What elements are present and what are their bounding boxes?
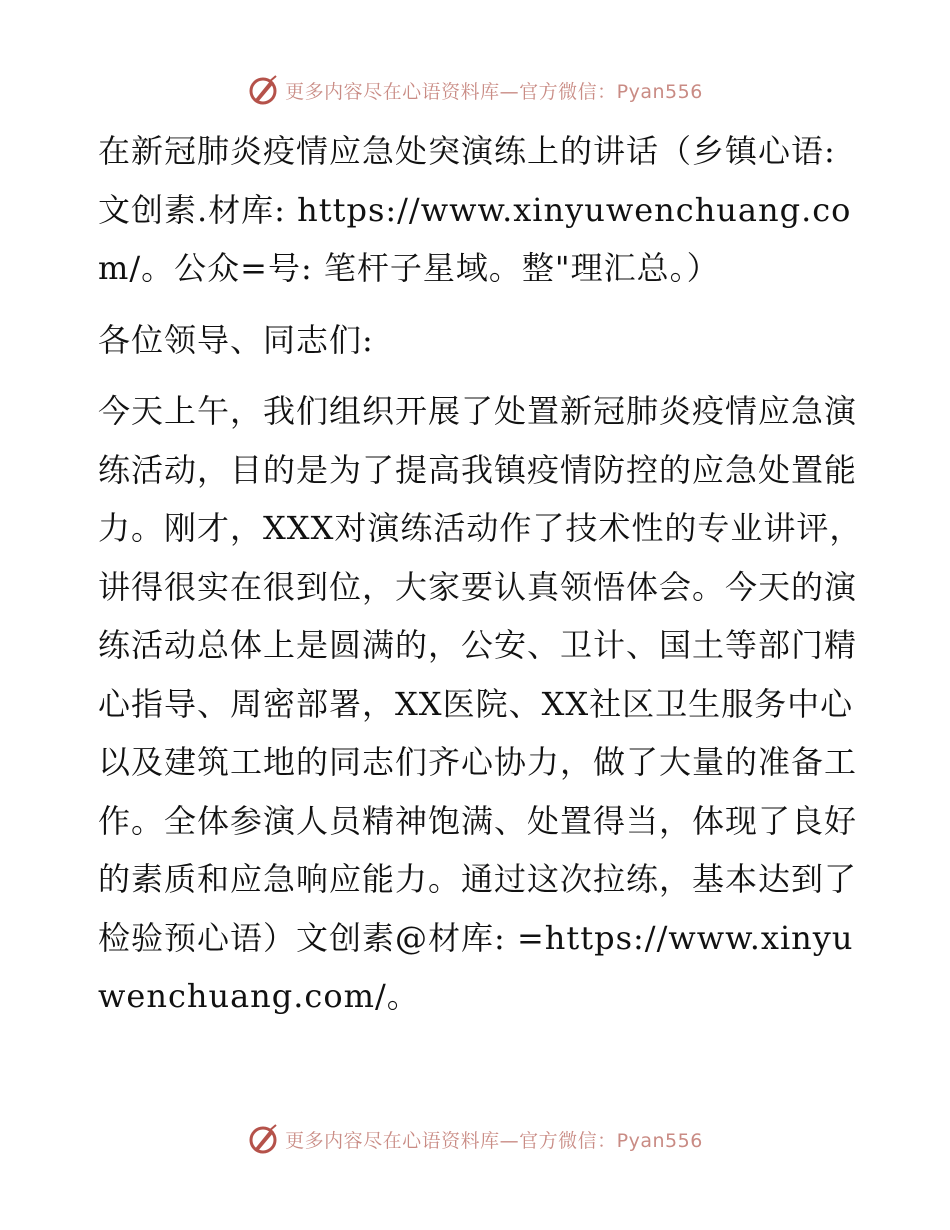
document-body: [98, 122, 868, 1026]
watermark-header: [0, 70, 950, 110]
watermark-text: 更多内容尽在心语资料库—官方微信：Pyan556: [285, 1129, 703, 1152]
watermark-text: 更多内容尽在心语资料库—官方微信：Pyan556: [285, 80, 703, 103]
quill-circle-logo-icon: [247, 74, 279, 106]
quill-circle-logo-icon: [247, 1123, 279, 1155]
document-title-paragraph: 在新冠肺炎疫情应急处突演练上的讲话（乡镇心语:文创素.材库: https://www.xinyuwenchuang.com/。公众=号: 笔杆子星域。整"理汇总。）: [98, 132, 852, 287]
body-paragraph: 今天上午，我们组织开展了处置新冠肺炎疫情应急演练活动，目的是为了提高我镇疫情防控的应急处置能力。刚才，XXX对演练活动作了技术性的专业讲评，讲得很实在很到位，大家要认真领悟体会。今天的演练活动总体上是圆满的，公安、卫计、国土等部门精心指导、周密部署，XX医院、XX社区卫生服务中心以及建筑工地的同志们齐心协力，做了大量的准备工作。全体参演人员精神饱满、处置得当，体现了良好的素质和应急响应能力。通过这次拉练，基本达到了检验预心语）文创素@材库: =https://www.xinyuwenchuang.com/。: [98, 392, 863, 1015]
salutation-paragraph: 各位领导、同志们:: [98, 320, 374, 359]
watermark-footer: [0, 1119, 950, 1159]
